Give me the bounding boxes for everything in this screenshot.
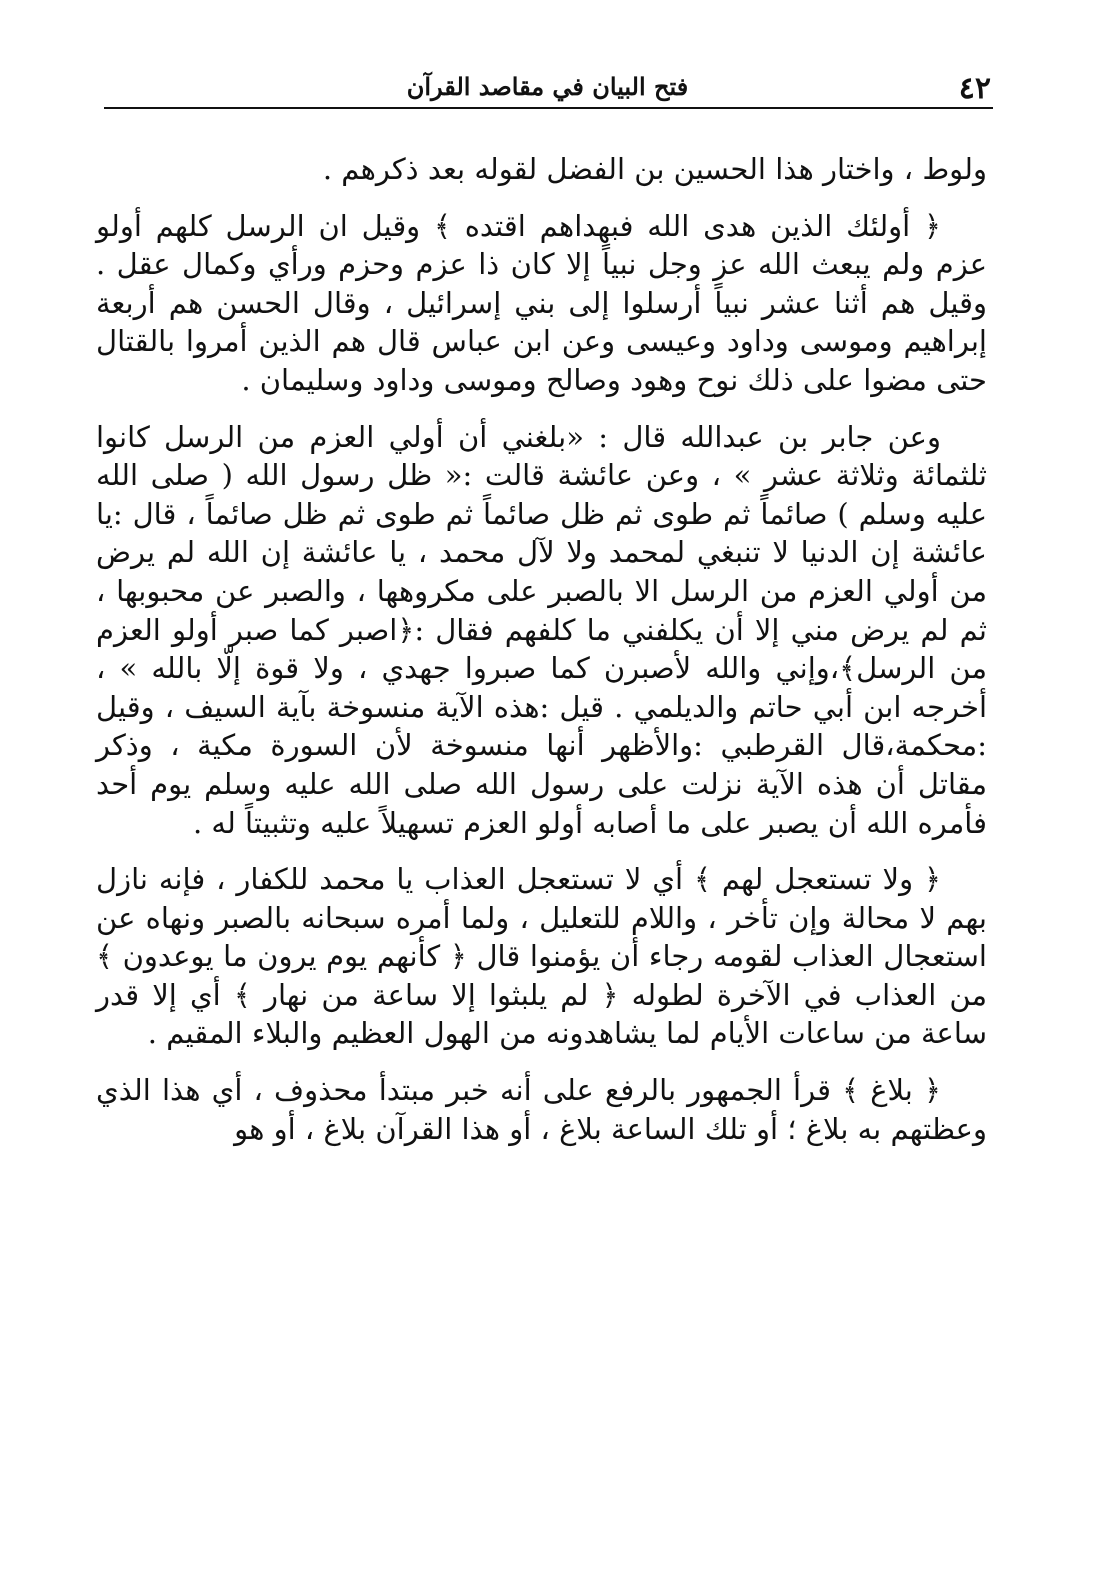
page-number: ٤٢	[958, 71, 991, 106]
paragraph-2: ﴿ أولئك الذين هدى الله فبهداهم اقتده ﴾ وقيل ان الرسل كلهم أولو عزم ولم يبعث الله عز وجل نبياً إلا كان ذا عزم وحزم ورأي وكمال عقل . وقيل هم أثنا عشر نبياً أرسلوا إلى بني إسرائيل ، وقال الحسن هم أربعة إبراهيم وموسى وداود وعيسى وعن ابن عباس قال هم الذين أمروا بالقتال حتى مضوا على ذلك نوح وهود وصالح وموسى وداود وسليمان .	[96, 208, 987, 397]
paragraph-4: ﴿ ولا تستعجل لهم ﴾ أي لا تستعجل العذاب يا محمد للكفار ، فإنه نازل بهم لا محالة وإن تأخر ، واللام للتعليل ، ولما أمره سبحانه بالصبر ونهاه عن استعجال العذاب لقومه رجاء أن يؤمنوا قال ﴿ كأنهم يوم يرون ما يوعدون ﴾ من العذاب في الآخرة لطوله ﴿ لم يلبثوا إلا ساعة من نهار ﴾ أي إلا قدر ساعة من ساعات الأيام لما يشاهدونه من الهول العظيم والبلاء المقيم .	[96, 862, 987, 1051]
paragraph-1: ولوط ، واختار هذا الحسين بن الفضل لقوله بعد ذكرهم .	[322, 152, 987, 186]
paragraph-5: ﴿ بلاغ ﴾ قرأ الجمهور بالرفع على أنه خبر مبتدأ محذوف ، أي هذا الذي وعظتهم به بلاغ ؛ أو تلك الساعة بلاغ ، أو هذا القرآن بلاغ ، أو هو	[96, 1073, 987, 1146]
running-title: فتح البيان في مقاصد القرآن	[406, 72, 689, 101]
paragraph-3: وعن جابر بن عبدالله قال : «بلغني أن أولي العزم من الرسل كانوا ثلثمائة وثلاثة عشر » ، وعن عائشة قالت :« ظل رسول الله ( صلى الله عليه وسلم ) صائماً ثم طوى ثم ظل صائماً ثم طوى ثم ظل صائماً ، قال :يا عائشة إن الدنيا لا تنبغي لمحمد ولا لآل محمد ، يا عائشة إن الله لم يرض من أولي العزم من الرسل الا بالصبر على مكروهها ، والصبر عن محبوبها ، ثم لم يرض مني إلا أن يكلفني ما كلفهم فقال :﴿اصبر كما صبر أولو العزم من الرسل﴾،وإني والله لأصبرن كما صبروا جهدي ، ولا قوة إلّا بالله » ، أخرجه ابن أبي حاتم والديلمي . قيل :هذه الآية منسوخة بآية السيف ، وقيل :محكمة،قال القرطبي :والأظهر أنها منسوخة لأن السورة مكية ، وذكر مقاتل أن هذه الآية نزلت على رسول الله صلى الله عليه وسلم يوم أحد فأمره الله أن يصبر على ما أصابه أولو العزم تسهيلاً عليه وتثبيتاً له .	[96, 419, 987, 840]
main-text	[96, 150, 987, 1148]
header-divider	[104, 107, 993, 109]
page-header	[100, 58, 995, 108]
